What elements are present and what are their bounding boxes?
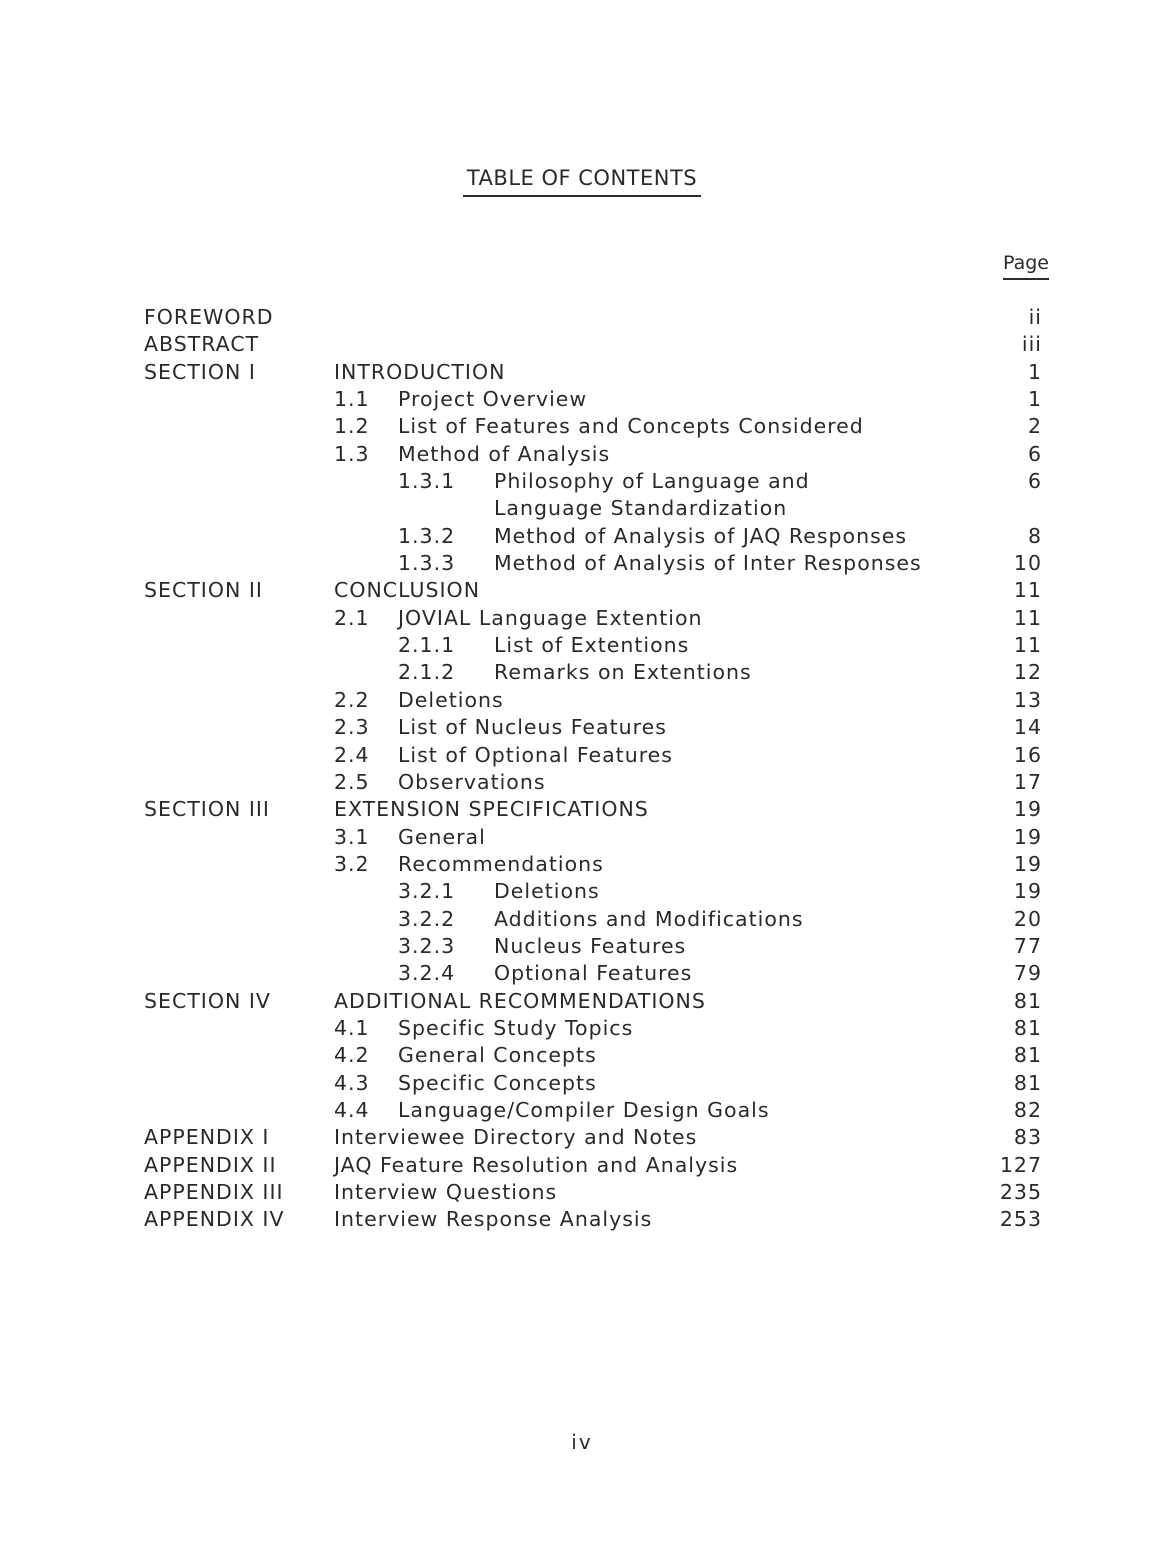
toc-entry (0, 714, 1164, 741)
toc-section-label: APPENDIX III (144, 1180, 284, 1204)
toc-entry-title: Deletions (494, 879, 600, 904)
toc-entry-number: 1.2 (334, 414, 370, 439)
toc-entry (0, 659, 1164, 686)
toc-title-text: TABLE OF CONTENTS (463, 166, 701, 197)
toc-entry-number: 1.1 (334, 387, 370, 412)
toc-entry-title: Remarks on Extentions (494, 660, 752, 685)
toc-entry (0, 906, 1164, 933)
toc-entry-title: JAQ Feature Resolution and Analysis (334, 1152, 739, 1177)
toc-entry-number: 3.2.1 (398, 879, 456, 904)
toc-entry (0, 769, 1164, 796)
toc-entry-page: 8 (1027, 523, 1042, 548)
toc-entry-title: CONCLUSION (334, 578, 481, 603)
toc-entry-title: Method of Analysis of JAQ Responses (494, 523, 908, 548)
toc-entry (0, 468, 1164, 523)
toc-entry-title: Interview Response Analysis (334, 1207, 653, 1232)
toc-entry-number: 3.2.2 (398, 906, 456, 931)
toc-entry-page: 11 (1013, 605, 1042, 630)
toc-entry (0, 632, 1164, 659)
toc-entry (0, 1124, 1164, 1151)
toc-entry-page: 1 (1027, 359, 1042, 384)
toc-entry-number: 2.1 (334, 605, 370, 630)
toc-entry-page: 19 (1013, 797, 1042, 822)
toc-entry (0, 441, 1164, 468)
toc-section-label: SECTION I (144, 359, 256, 384)
toc-entry (0, 1015, 1164, 1042)
toc-entry (0, 1152, 1164, 1179)
toc-entry-number: 3.2.4 (398, 961, 456, 986)
toc-entry-title: Philosophy of Language and Language Standardization (494, 469, 810, 521)
toc-entry-number: 2.5 (334, 769, 370, 794)
toc-entry (0, 1206, 1164, 1233)
toc-entry-number: 1.3.3 (398, 551, 456, 576)
toc-entry-number: 3.1 (334, 824, 370, 849)
toc-entry-page: iii (1021, 332, 1042, 357)
toc-entry-page: 6 (1027, 469, 1042, 494)
toc-entry-title: Language/Compiler Design Goals (398, 1097, 770, 1122)
toc-entry-title: Interviewee Directory and Notes (334, 1125, 698, 1150)
toc-entry-number: 3.2 (334, 851, 370, 876)
toc-entry-number: 3.2.3 (398, 933, 456, 958)
toc-entry-title: Deletions (398, 687, 504, 712)
toc-entry-number: 4.4 (334, 1097, 370, 1122)
toc-entry-title: Observations (398, 769, 546, 794)
toc-entry-number: 4.2 (334, 1043, 370, 1068)
toc-entry-page: 235 (999, 1180, 1042, 1204)
toc-entry (0, 359, 1164, 386)
toc-entry-title: Specific Study Topics (398, 1015, 634, 1040)
toc-entry-title: List of Extentions (494, 633, 690, 658)
toc-entry-title: Method of Analysis (398, 441, 611, 466)
toc-entry-number: 1.3.2 (398, 523, 456, 548)
toc-title (0, 166, 1164, 197)
toc-entry-page: 77 (1013, 933, 1042, 958)
toc-entry (0, 960, 1164, 987)
toc-entry-number: 2.2 (334, 687, 370, 712)
toc-entry-page: 81 (1013, 1043, 1042, 1068)
toc-entry-title: Additions and Modifications (494, 906, 804, 931)
toc-entry-page: 127 (999, 1152, 1042, 1177)
toc-entry-page: 81 (1013, 1070, 1042, 1095)
toc-entry-title: Project Overview (398, 387, 588, 412)
toc-entry (0, 550, 1164, 577)
toc-entry (0, 331, 1164, 358)
toc-entry (0, 1179, 1164, 1206)
toc-entry-title: EXTENSION SPECIFICATIONS (334, 797, 649, 822)
toc-entry-page: 253 (999, 1207, 1042, 1232)
toc-entry-page: 11 (1013, 633, 1042, 658)
toc-entry-page: 81 (1013, 988, 1042, 1013)
toc-entry-title: Specific Concepts (398, 1070, 597, 1095)
toc-entry-page: 6 (1027, 441, 1042, 466)
toc-entry-title: List of Features and Concepts Considered (398, 414, 864, 439)
toc-entry-page: 20 (1013, 906, 1042, 931)
toc-section-label: SECTION IV (144, 988, 271, 1013)
toc-entry-title: General Concepts (398, 1043, 597, 1068)
toc-entry (0, 851, 1164, 878)
toc-entry-page: 83 (1013, 1125, 1042, 1150)
toc-entry-number: 2.4 (334, 742, 370, 767)
toc-entry-page: 82 (1013, 1097, 1042, 1122)
toc-entry-title: JOVIAL Language Extention (398, 605, 703, 630)
toc-entry (0, 1042, 1164, 1069)
toc-entry-page: 19 (1013, 879, 1042, 904)
toc-entry-title: Method of Analysis of Inter Responses (494, 551, 922, 576)
toc-entry-title: General (398, 824, 486, 849)
toc-entry-number: 4.1 (334, 1015, 370, 1040)
toc-entry (0, 577, 1164, 604)
toc-section-label: ABSTRACT (144, 332, 260, 357)
toc-entry (0, 988, 1164, 1015)
toc-entry-page: 11 (1013, 578, 1042, 603)
toc-entry (0, 824, 1164, 851)
toc-entry (0, 413, 1164, 440)
toc-section-label: APPENDIX IV (144, 1207, 285, 1232)
toc-entry-title: Interview Questions (334, 1180, 558, 1204)
toc-entry-page: 79 (1013, 961, 1042, 986)
toc-entry (0, 742, 1164, 769)
toc-entry-page: 16 (1013, 742, 1042, 767)
toc-entry-number: 1.3.1 (398, 469, 456, 494)
toc-entry-title: ADDITIONAL RECOMMENDATIONS (334, 988, 706, 1013)
toc-entry-number: 1.3 (334, 441, 370, 466)
page-number: iv (571, 1430, 593, 1454)
toc-entry-page: 12 (1013, 660, 1042, 685)
page-column-header: Page (1003, 252, 1049, 280)
toc-entry-page: 14 (1013, 715, 1042, 740)
toc-entry-title: Nucleus Features (494, 933, 687, 958)
toc-entry (0, 304, 1164, 331)
toc-entry (0, 605, 1164, 632)
toc-section-label: APPENDIX I (144, 1125, 270, 1150)
toc-entry (0, 1070, 1164, 1097)
toc-entry-title: INTRODUCTION (334, 359, 506, 384)
toc-entry-title: List of Optional Features (398, 742, 673, 767)
toc-section-label: SECTION II (144, 578, 263, 603)
toc-entry-page: 19 (1013, 824, 1042, 849)
toc-section-label: FOREWORD (144, 305, 274, 329)
toc-entry-page: ii (1028, 305, 1042, 329)
toc-entry (0, 1097, 1164, 1124)
toc-entry-page: 13 (1013, 687, 1042, 712)
toc-entry-page: 2 (1027, 414, 1042, 439)
toc-entry-title: Optional Features (494, 961, 693, 986)
toc-entry (0, 796, 1164, 823)
toc-section-label: APPENDIX II (144, 1152, 277, 1177)
toc-entry-title: List of Nucleus Features (398, 715, 667, 740)
toc-entry (0, 878, 1164, 905)
toc-entry (0, 687, 1164, 714)
toc-entry-page: 17 (1013, 769, 1042, 794)
toc-entry-page: 19 (1013, 851, 1042, 876)
toc-entry-number: 2.3 (334, 715, 370, 740)
toc-list (0, 304, 1164, 1234)
toc-entry-title: Recommendations (398, 851, 604, 876)
toc-entry-number: 4.3 (334, 1070, 370, 1095)
toc-entry-number: 2.1.1 (398, 633, 456, 658)
toc-section-label: SECTION III (144, 797, 270, 822)
toc-entry (0, 523, 1164, 550)
toc-entry-number: 2.1.2 (398, 660, 456, 685)
toc-entry-page: 10 (1013, 551, 1042, 576)
toc-entry (0, 933, 1164, 960)
toc-entry-page: 81 (1013, 1015, 1042, 1040)
toc-entry (0, 386, 1164, 413)
toc-entry-page: 1 (1027, 387, 1042, 412)
